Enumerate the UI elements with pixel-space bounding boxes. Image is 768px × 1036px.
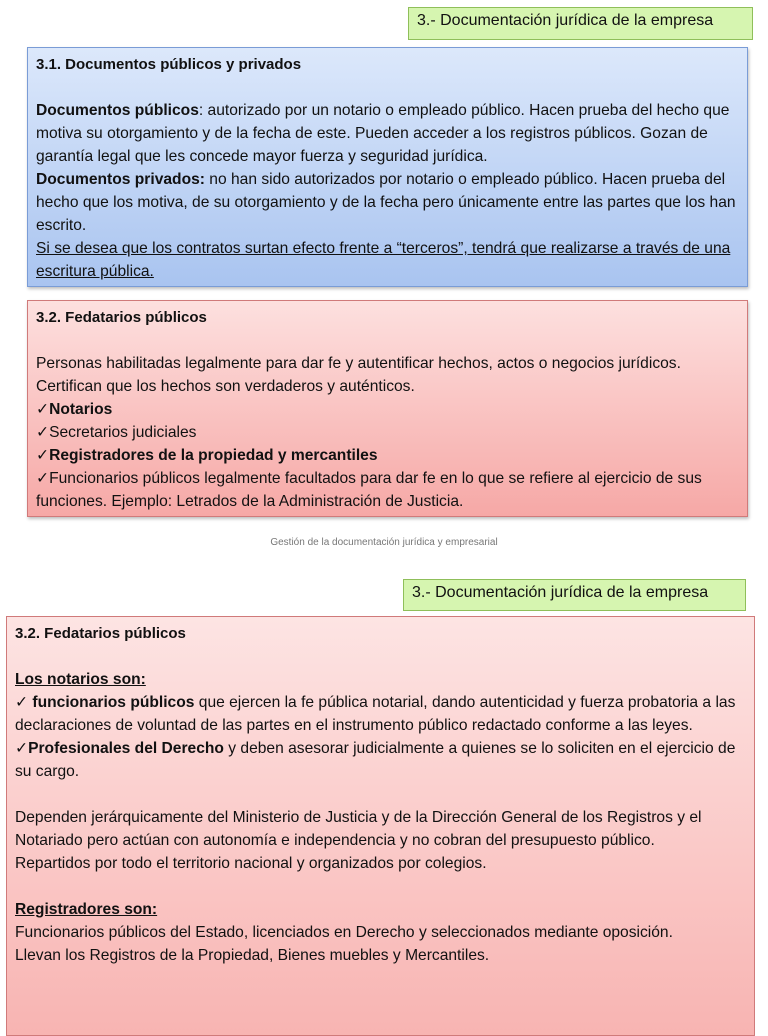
private-documents-paragraph [36,168,739,237]
registradores-paragraph-2: Llevan los Registros de la Propiedad, Bienes muebles y Mercantiles. [15,947,490,964]
slide2-section-tag: 3.- Documentación jurídica de la empresa [403,579,746,611]
slide1-section-tag: 3.- Documentación jurídica de la empresa [408,7,753,40]
notarios-dependency-paragraph: Dependen jerárquicamente del Ministerio de Justicia y de la Dirección General de los Registros y el Notariado pero actúan con autonomía e independencia y no cobran del presupuesto público. [15,809,702,849]
third-parties-note [36,237,739,283]
notarios-box [6,616,755,1036]
registradores-title [15,898,746,921]
notarios-item-text: que ejercen la fe pública notarial, dando autenticidad y fuerza probatoria a las declaraciones de voluntad de las partes en el instrumento público redactado conforme a las leyes. [15,694,736,734]
private-documents-label: Documentos privados: [36,171,205,188]
fedatario-item-label: Secretarios judiciales [49,424,197,441]
documents-box [27,47,748,287]
registradores-title-text: Registradores son: [15,901,158,918]
fedatario-item-secretarios [36,421,739,444]
fedatario-item-label: Registradores de la propiedad y mercantiles [49,447,378,464]
notarios-item-funcionarios [15,691,746,737]
public-documents-paragraph [36,99,739,168]
checkmark-icon: ✓ [15,694,29,711]
checkmark-icon: ✓ [36,447,50,464]
private-documents-text: no han sido autorizados por notario o empleado público. Hacen prueba del hecho que los motiva, de su otorgamiento y de la fecha pero únicamente entre las partes que los han escrito. [36,171,736,234]
notarios-item-bold: Profesionales del Derecho [28,740,224,757]
checkmark-icon: ✓ [36,470,50,487]
notarios-title-text: Los notarios son: [15,671,146,688]
fedatarios-heading: 3.2. Fedatarios públicos [36,309,207,326]
notarios-distribution-paragraph: Repartidos por todo el territorio nacional y organizados por colegios. [15,855,487,872]
fedatario-item-registradores [36,444,739,467]
notarios-heading: 3.2. Fedatarios públicos [15,625,186,642]
checkmark-icon: ✓ [36,401,50,418]
fedatario-item-label: Notarios [49,401,113,418]
fedatarios-box [27,300,748,517]
slide-footer: Gestión de la documentación jurídica y empresarial [270,537,498,548]
public-documents-label: Documentos públicos [36,102,199,119]
checkmark-icon: ✓ [36,424,50,441]
notarios-item-profesionales [15,737,746,783]
notarios-item-bold: funcionarios públicos [28,694,195,711]
checkmark-icon: ✓ [15,740,29,757]
registradores-paragraph-1: Funcionarios públicos del Estado, licenciados en Derecho y seleccionados mediante oposición. [15,924,673,941]
public-documents-text: : autorizado por un notario o empleado público. Hacen prueba del hecho que motiva su otorgamiento y de la fecha de este. Pueden acceder a los registros públicos. Gozan de garantía legal que les concede mayor fuerza y seguridad jurídica. [36,102,730,165]
fedatario-item-label: Funcionarios públicos legalmente facultados para dar fe en lo que se refiere al ejercicio de sus funciones. Ejemplo: Letrados de la Administración de Justicia. [36,470,702,510]
fedatarios-intro: Personas habilitadas legalmente para dar fe y autentificar hechos, actos o negocios jurídicos. Certifican que los hechos son verdaderos y auténticos. [36,355,681,395]
third-parties-text: Si se desea que los contratos surtan efecto frente a “terceros”, tendrá que realizarse a través de una escritura pública. [36,240,731,280]
notarios-title [15,668,746,691]
documents-heading: 3.1. Documentos públicos y privados [36,56,302,73]
fedatario-item-funcionarios [36,467,739,513]
fedatario-item-notarios [36,398,739,421]
notarios-item-text: y deben asesorar judicialmente a quienes se lo soliciten en el ejercicio de su cargo. [15,740,736,780]
